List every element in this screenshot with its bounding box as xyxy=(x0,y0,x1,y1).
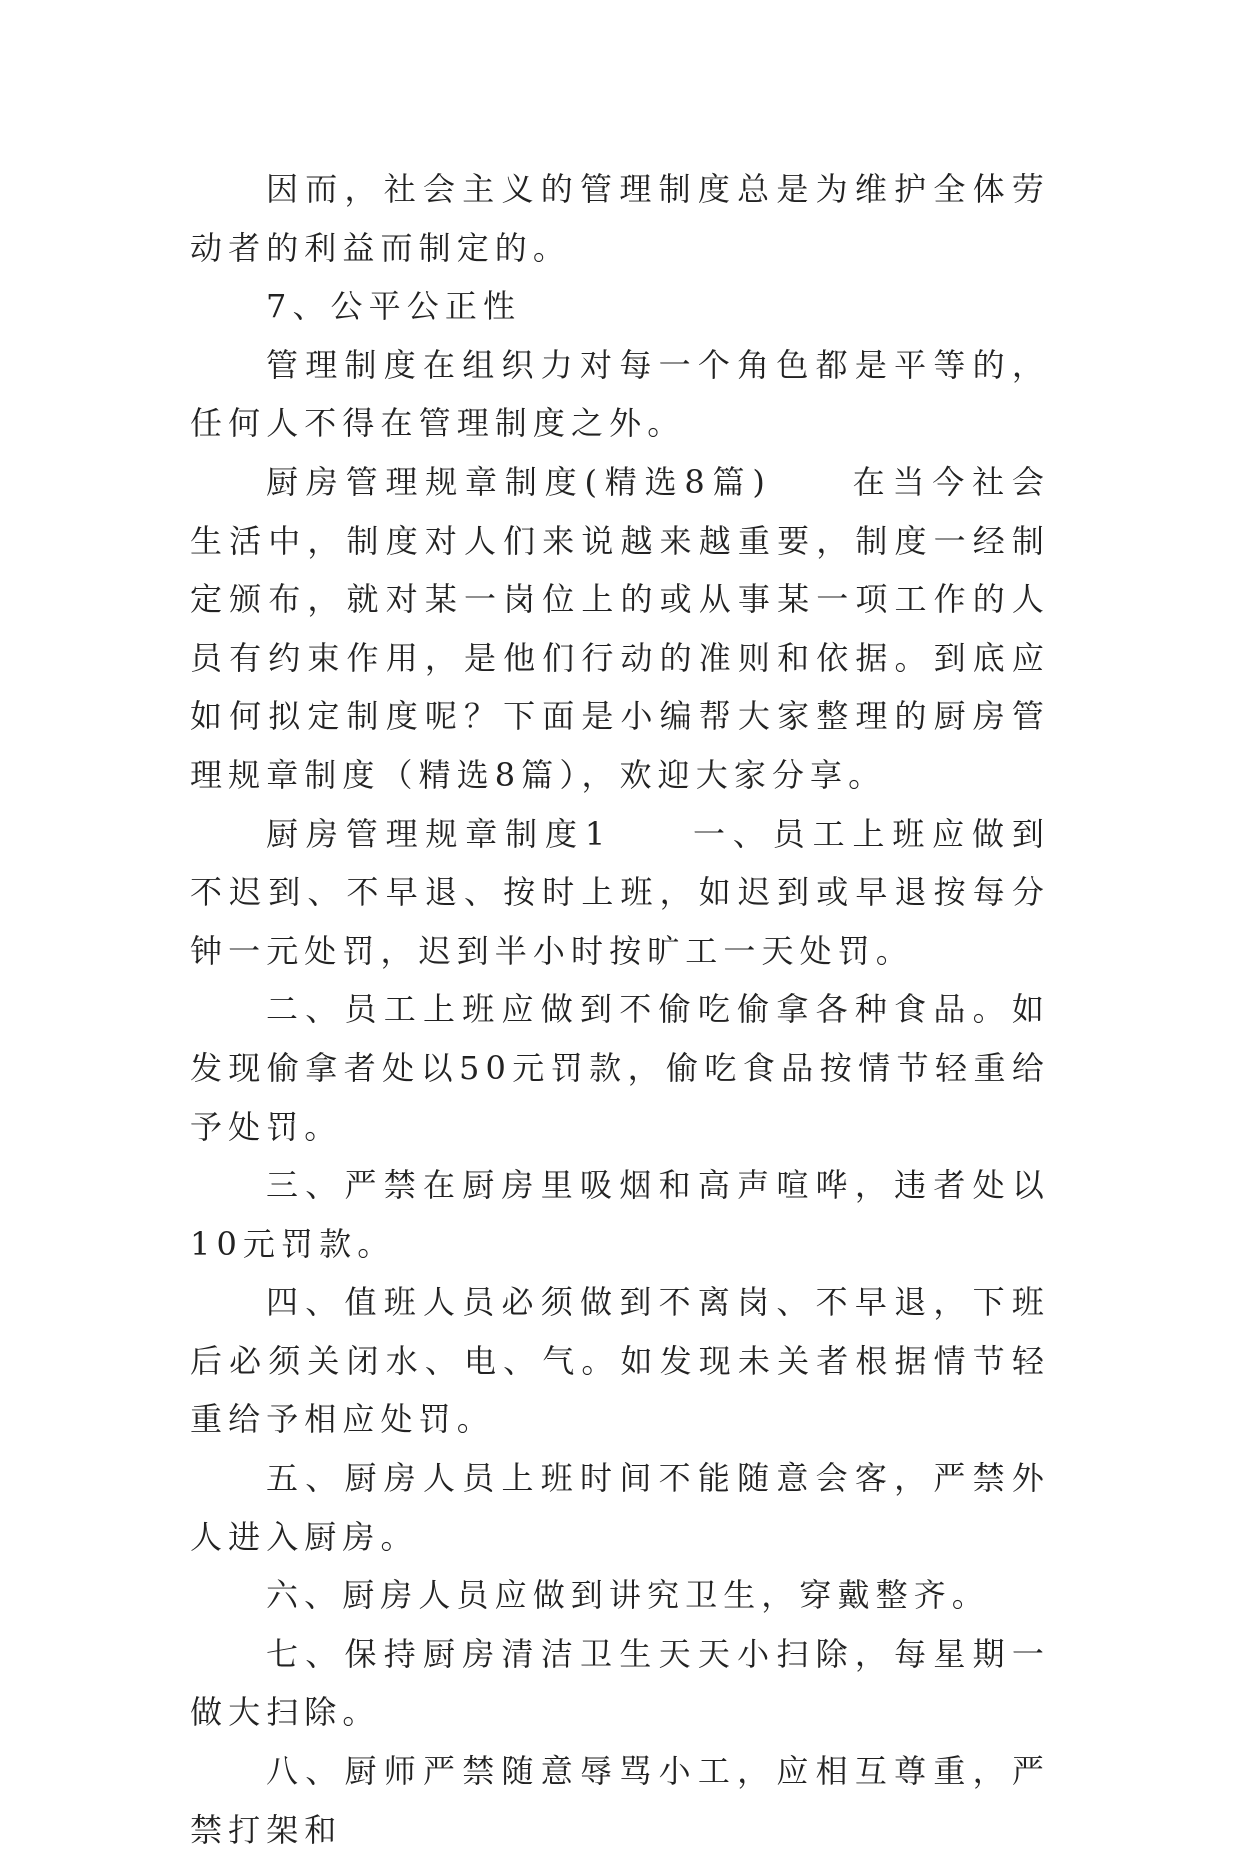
paragraph-socialist-system: 因而，社会主义的管理制度总是为维护全体劳动者的利益而制定的。 xyxy=(190,170,1050,267)
document-body xyxy=(190,160,1050,1859)
article-heading: 厨房管理规章制度(精选8篇) xyxy=(266,462,771,501)
rule-item: 八、厨师严禁随意辱骂小工，应相互尊重，严禁打架和 xyxy=(190,1752,1050,1849)
rule-item: 七、保持厨房清洁卫生天天小扫除，每星期一做大扫除。 xyxy=(190,1634,1050,1732)
rule-item: 二、员工上班应做到不偷吃偷拿各种食品。如发现偷拿者处以50元罚款，偷吃食品按情节轻重给予处罚。 xyxy=(190,990,1050,1146)
rule-item: 一、员工上班应做到不迟到、不早退、按时上班，如迟到或早退按每分钟一元处罚，迟到半小时按旷工一天处罚。 xyxy=(190,814,1050,970)
rule-item: 五、厨房人员上班时间不能随意会客，严禁外人进入厨房。 xyxy=(190,1459,1050,1556)
heading-fairness: 7、公平公正性 xyxy=(266,287,522,326)
paragraph-equality: 管理制度在组织力对每一个角色都是平等的，任何人不得在管理制度之外。 xyxy=(190,345,1050,443)
paragraph-rule-1 xyxy=(190,805,1050,981)
section-heading: 厨房管理规章制度1 xyxy=(266,814,612,853)
rule-item: 四、值班人员必须做到不离岗、不早退，下班后必须关闭水、电、气。如发现未关者根据情节轻重给予相应处罚。 xyxy=(190,1283,1050,1439)
rule-item: 三、严禁在厨房里吸烟和高声喧哗，违者处以10元罚款。 xyxy=(190,1166,1050,1263)
rule-item: 六、厨房人员应做到讲究卫生，穿戴整齐。 xyxy=(266,1576,990,1615)
article-intro-text: 在当今社会生活中，制度对人们来说越来越重要，制度一经制定颁布，就对某一岗位上的或从事某一项工作的人员有约束作用，是他们行动的准则和依据。到底应如何拟定制度呢？下面是小编帮大家整理的厨房管理规章制度（精选8篇），欢迎大家分享。 xyxy=(190,462,1050,794)
paragraph-article-intro xyxy=(190,453,1050,805)
